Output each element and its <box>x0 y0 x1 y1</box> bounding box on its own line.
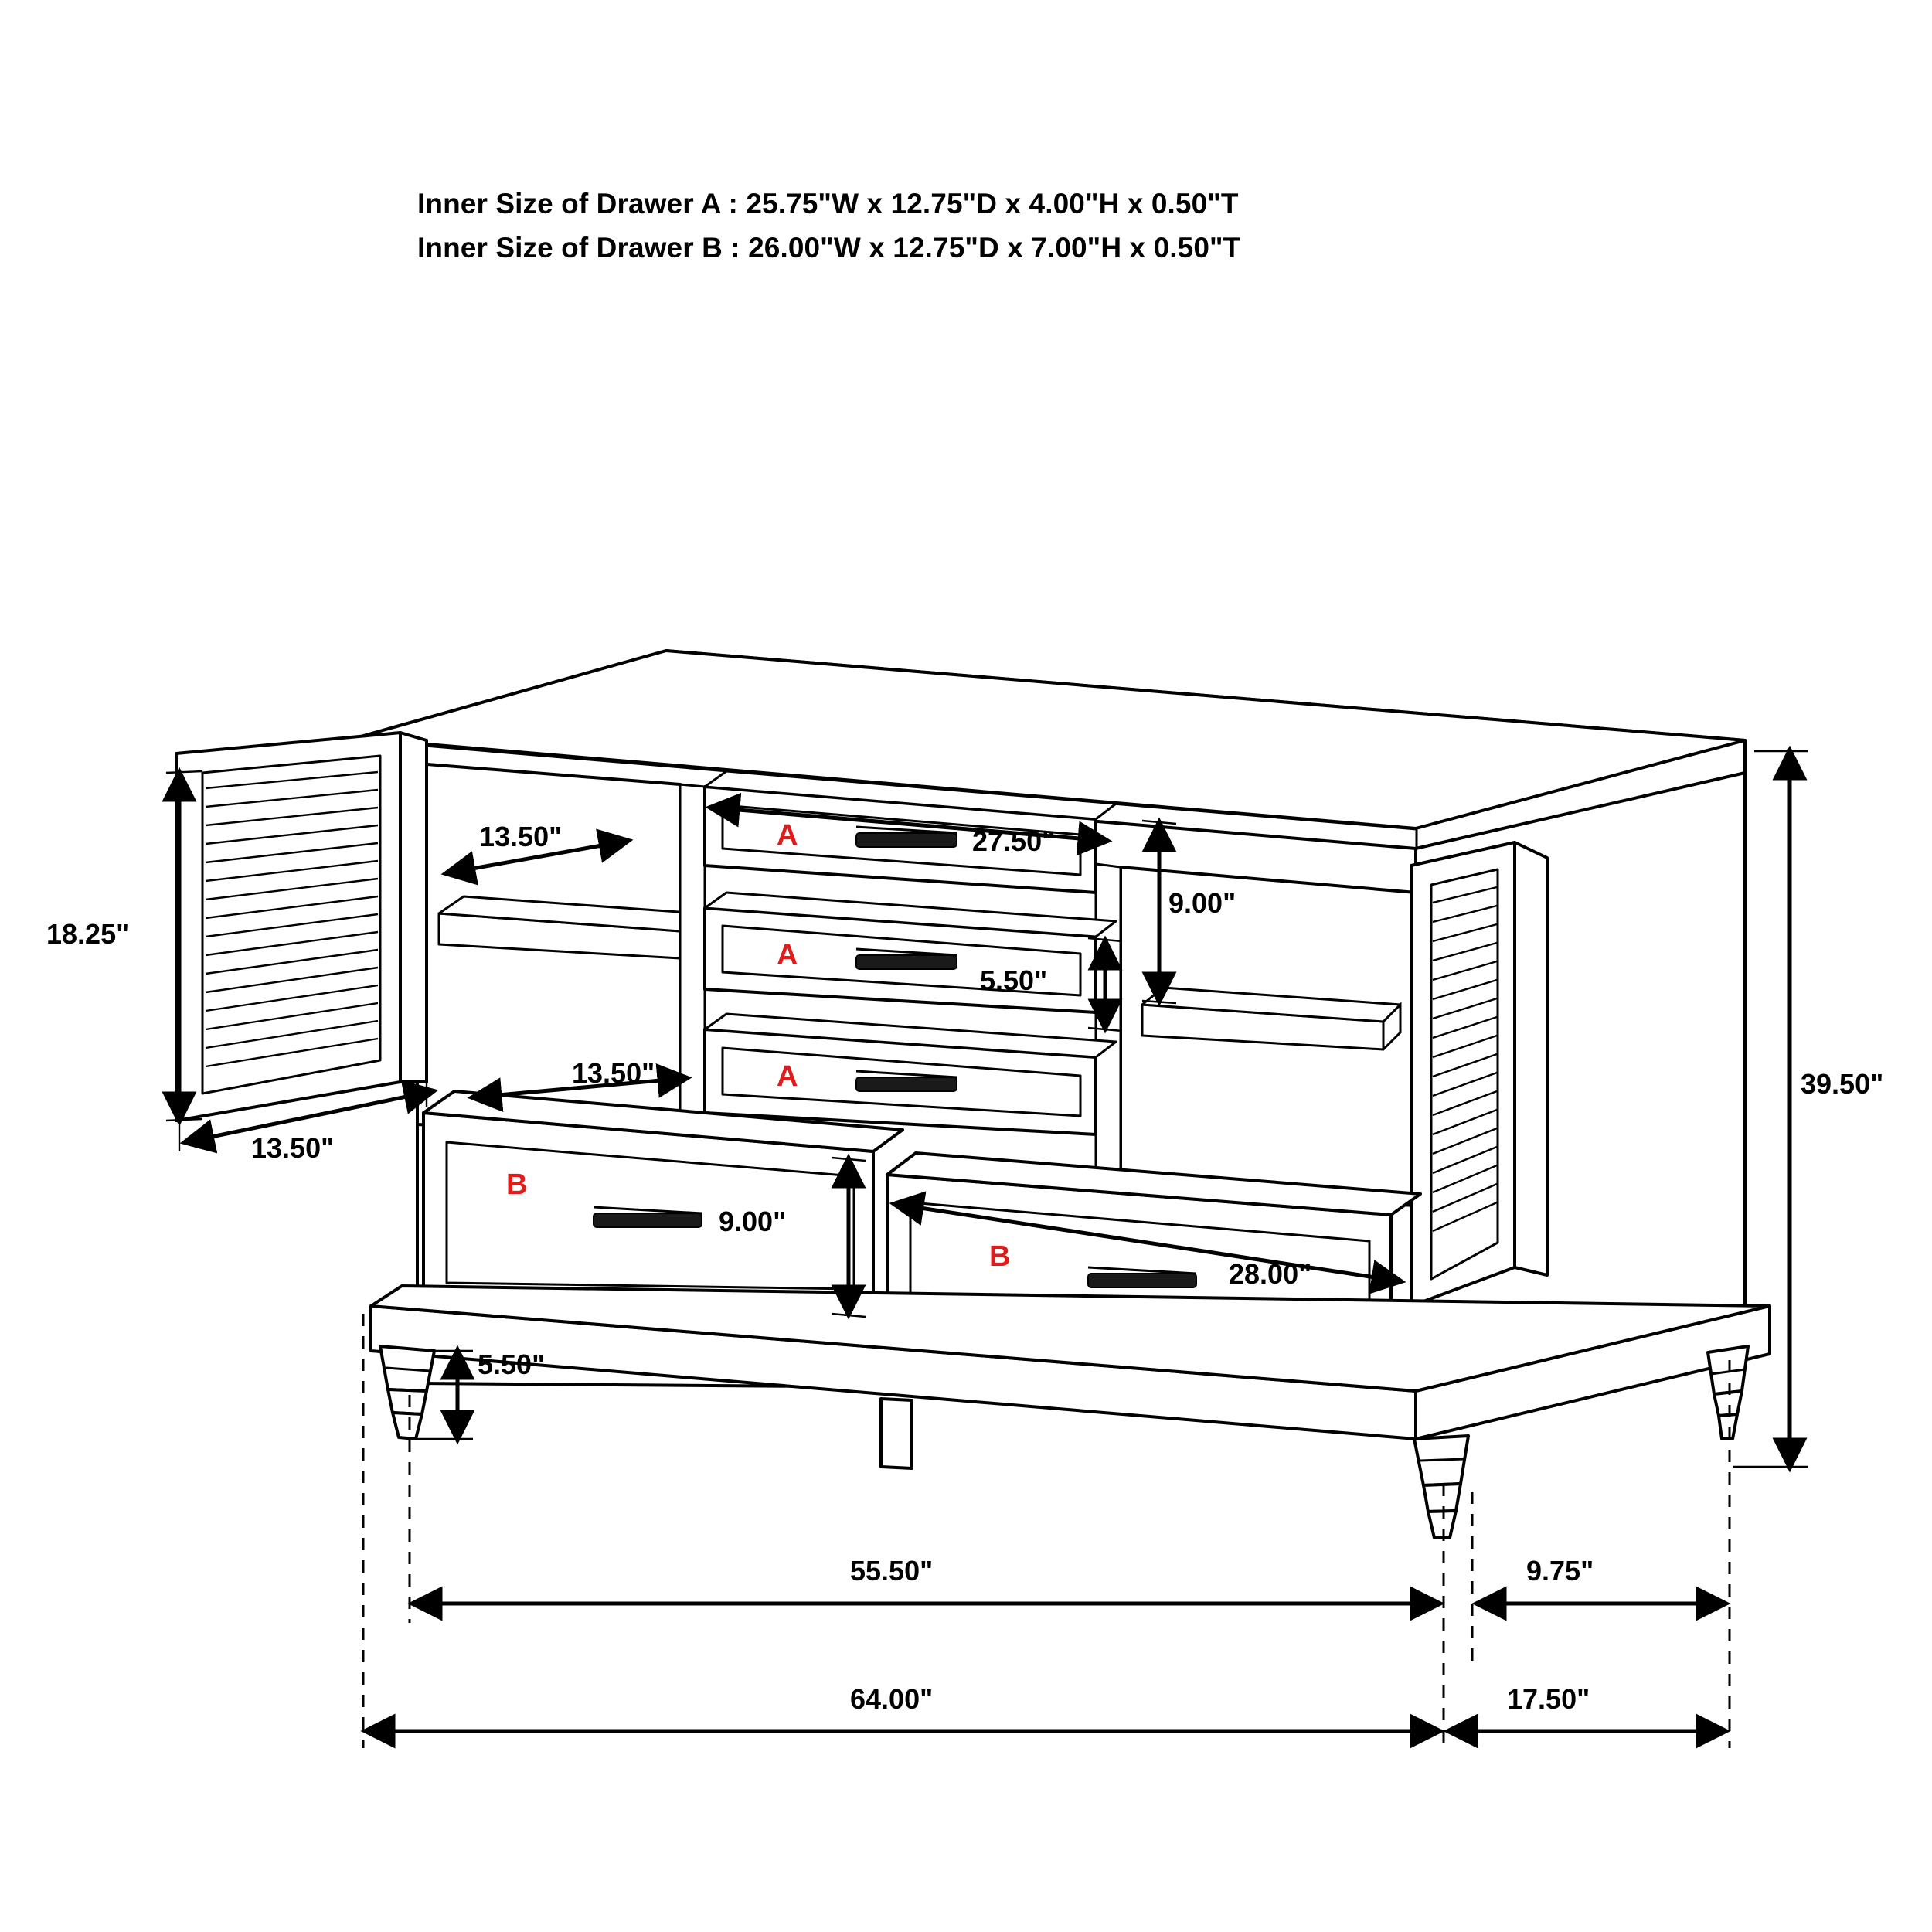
leg-back-left <box>881 1399 912 1468</box>
dim-text-depth: 17.50" <box>1507 1683 1590 1715</box>
leg-front-left <box>380 1346 434 1439</box>
dim-text-leg-height: 5.50" <box>478 1349 546 1380</box>
leg-back-right <box>1708 1346 1748 1439</box>
dim-text-overall-width: 64.00" <box>850 1683 934 1715</box>
label-drawer-a-middle: A <box>777 939 798 971</box>
base-rail <box>371 1286 1770 1439</box>
dim-text-door-width: 13.50" <box>251 1132 335 1164</box>
label-drawer-a-top: A <box>777 819 798 852</box>
dim-text-drawer-a-width: 27.50" <box>972 825 1056 857</box>
leg-front-right <box>1414 1436 1468 1538</box>
dim-text-side-offset: 9.75" <box>1526 1555 1594 1587</box>
dim-text-body-width: 55.50" <box>850 1555 934 1587</box>
dim-text-drawer-b-height: 9.00" <box>719 1206 787 1237</box>
dim-text-shelf-depth-bottom: 13.50" <box>572 1057 655 1089</box>
dim-text-compartment-height: 9.00" <box>1168 887 1236 919</box>
dim-text-total-height: 39.50" <box>1801 1068 1884 1100</box>
spec-drawer-a: Inner Size of Drawer A : 25.75"W x 12.75"D x 4.00"H x 0.50"T <box>417 188 1239 219</box>
right-cabinet-cavity <box>1096 864 1416 1206</box>
label-drawer-b-left: B <box>506 1168 528 1201</box>
spec-drawer-b: Inner Size of Drawer B : 26.00"W x 12.75"D x 7.00"H x 0.50"T <box>417 232 1241 264</box>
dim-text-left-door-height: 18.25" <box>46 918 130 950</box>
left-door-open[interactable] <box>176 733 427 1121</box>
dim-text-drawer-a-height: 5.50" <box>980 964 1048 996</box>
right-door-open[interactable] <box>1411 842 1547 1306</box>
label-drawer-b-right: B <box>989 1240 1011 1273</box>
dim-text-drawer-b-width: 28.00" <box>1229 1258 1312 1290</box>
label-drawer-a-bottom: A <box>777 1060 798 1093</box>
drawer-b-left[interactable] <box>423 1091 903 1310</box>
dim-text-shelf-depth-top: 13.50" <box>479 821 563 852</box>
